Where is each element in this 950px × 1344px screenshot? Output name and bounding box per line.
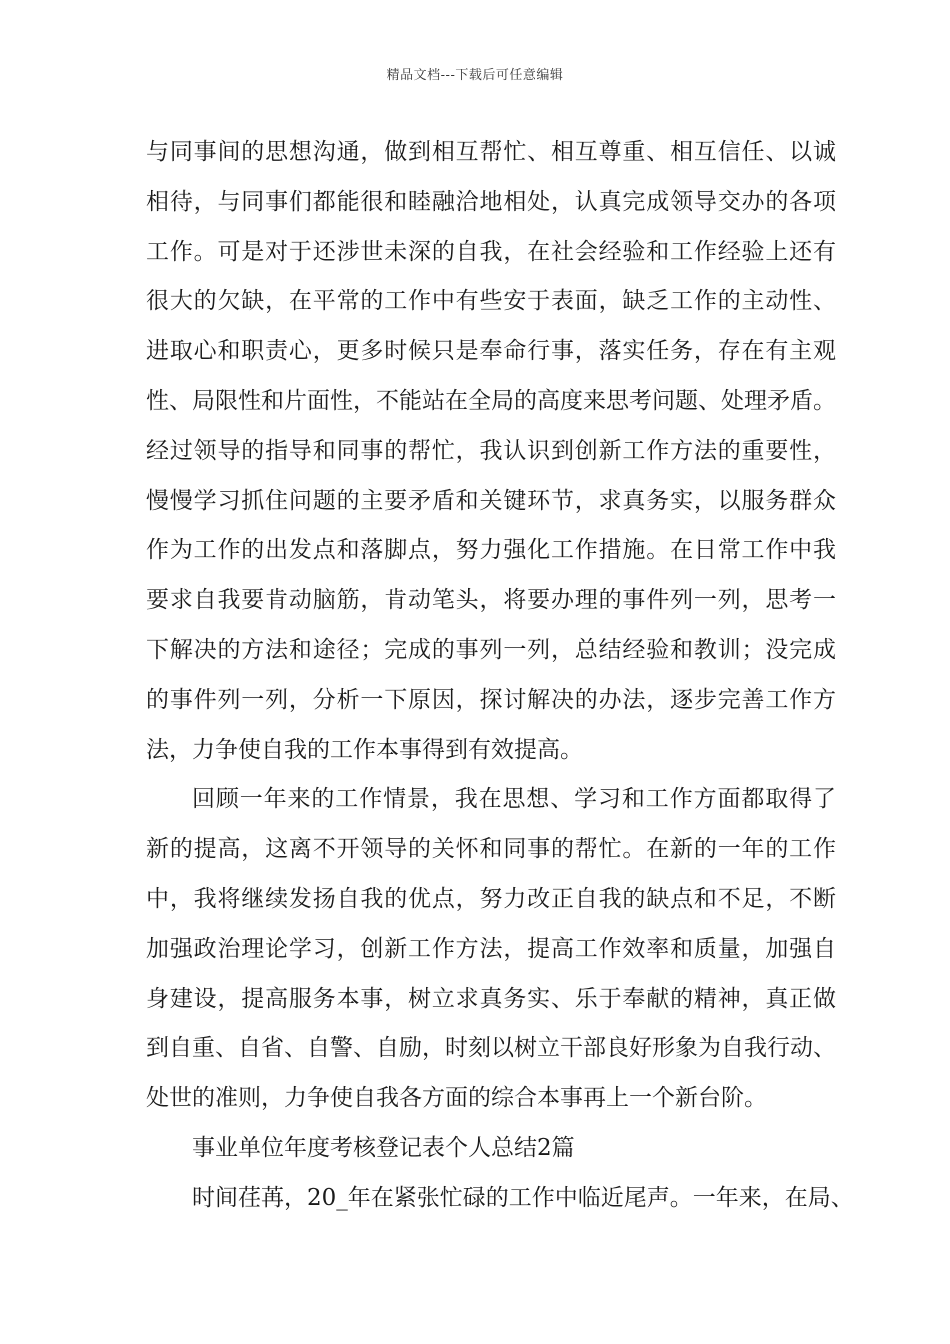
text-line: 与同事间的思想沟通，做到相互帮忙、相互尊重、相互信任、以诚 xyxy=(146,139,836,165)
text-line: 很大的欠缺，在平常的工作中有些安于表面，缺乏工作的主动性、 xyxy=(146,288,836,315)
paragraph-first-line: 回顾一年来的工作情景，我在思想、学习和工作方面都取得了 xyxy=(192,786,836,813)
text-line: 身建设，提高服务本事，树立求真务实、乐于奉献的精神，真正做 xyxy=(146,985,836,1012)
text-line: 工作。可是对于还涉世未深的自我，在社会经验和工作经验上还有 xyxy=(146,238,836,265)
text-line: 进取心和职责心，更多时候只是奉命行事，落实任务，存在有主观 xyxy=(146,338,836,365)
section-heading: 事业单位年度考核登记表个人总结2篇 xyxy=(192,1134,575,1161)
text-line: 作为工作的出发点和落脚点，努力强化工作措施。在日常工作中我 xyxy=(146,537,836,564)
text-line: 相待，与同事们都能很和睦融洽地相处，认真完成领导交办的各项 xyxy=(146,188,836,215)
text-line: 要求自我要肯动脑筋，肯动笔头，将要办理的事件列一列，思考一 xyxy=(146,587,836,614)
paragraph-first-line: 时间荏苒，20_年在紧张忙碌的工作中临近尾声。一年来，在局、 xyxy=(192,1184,854,1211)
text-line: 下解决的方法和途径；完成的事列一列，总结经验和教训；没完成 xyxy=(146,636,836,663)
document-body xyxy=(146,128,854,1224)
text-line: 的事件列一列，分析一下原因，探讨解决的办法，逐步完善工作方 xyxy=(146,686,836,713)
text-line: 加强政治理论学习，创新工作方法，提高工作效率和质量，加强自 xyxy=(146,935,836,962)
text-line: 经过领导的指导和同事的帮忙，我认识到创新工作方法的重要性， xyxy=(146,437,836,464)
text-line: 法，力争使自我的工作本事得到有效提高。 xyxy=(146,736,583,763)
text-line: 到自重、自省、自警、自励，时刻以树立干部良好形象为自我行动、 xyxy=(146,1035,836,1062)
page-header: 精品文档---下载后可任意编辑 xyxy=(386,68,564,83)
text-line: 新的提高，这离不开领导的关怀和同事的帮忙。在新的一年的工作 xyxy=(146,836,836,863)
text-line: 慢慢学习抓住问题的主要矛盾和关键环节，求真务实，以服务群众 xyxy=(146,487,836,514)
text-line: 性、局限性和片面性，不能站在全局的高度来思考问题、处理矛盾。 xyxy=(146,387,836,414)
text-line: 处世的准则，力争使自我各方面的综合本事再上一个新台阶。 xyxy=(146,1085,767,1112)
text-line: 中，我将继续发扬自我的优点，努力改正自我的缺点和不足，不断 xyxy=(146,885,836,912)
